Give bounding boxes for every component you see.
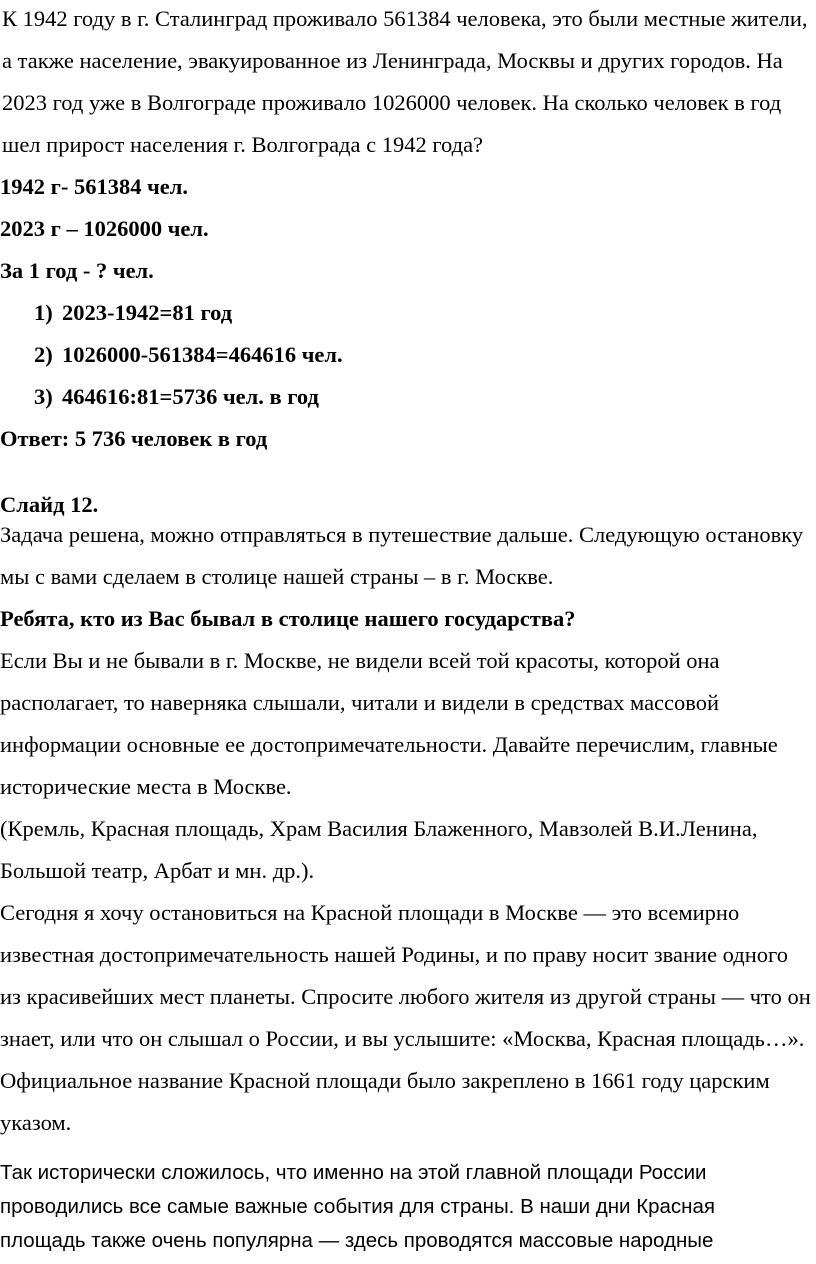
solution-step-3	[0, 376, 812, 418]
paragraph-4: Так исторически сложилось, что именно на этой главной площади России проводились все самые важные события для страны. В наши дни Красная площадь также очень популярна — здесь проводятся массовые народные	[0, 1161, 716, 1252]
step-text: 464616:81=5736 чел. в год	[62, 384, 319, 409]
solution-step-2	[0, 334, 812, 376]
paragraph-2: (Кремль, Красная площадь, Храм Василия Блаженного, Мавзолей В.И.Ленина, Большой театр, Арбат и мн. др.).	[0, 816, 758, 883]
step-number: 3)	[34, 384, 53, 409]
paragraph-3: Сегодня я хочу остановиться на Красной площади в Москве — это всемирно известная достопримечательность нашей Родины, и по праву носит звание одного из красивейших мест планеты. Спросите любого жителя из другой страны — что он знает, или что он слышал о России, и вы услышите: «Москва, Красная площадь…». Официальное название Красной площади было закреплено в 1661 году царским указом.	[0, 900, 811, 1135]
spacer	[0, 460, 812, 490]
solution-steps	[0, 292, 812, 418]
problem-text: К 1942 году в г. Сталинград проживало 561384 человека, это были местные жители, а также население, эвакуированное из Ленинграда, Москвы и других городов. На 2023 год уже в Волгограде проживало 1026000 человек. На сколько человек в год шел прирост населения г. Волгограда с 1942 года?	[2, 6, 808, 157]
slide-heading: Слайд 12.	[0, 492, 99, 517]
given-line-2: 2023 г – 1026000 чел.	[0, 216, 209, 241]
paragraph-1: Если Вы и не бывали в г. Москве, не видели всей той красоты, которой она располагает, то наверняка слышали, читали и видели в средствах массовой информации основные ее достопримечательности. Давайте перечислим, главные исторические места в Москве.	[0, 648, 778, 799]
step-text: 1026000-561384=464616 чел.	[62, 342, 343, 367]
answer-line: Ответ: 5 736 человек в год	[0, 426, 268, 451]
step-text: 2023-1942=81 год	[62, 300, 233, 325]
slide-question: Ребята, кто из Вас бывал в столице нашего государства?	[0, 606, 576, 631]
step-number: 2)	[34, 342, 53, 367]
slide-intro: Задача решена, можно отправляться в путешествие дальше. Следующую остановку мы с вами сделаем в столице нашей страны – в г. Москве.	[0, 522, 804, 589]
step-number: 1)	[34, 300, 53, 325]
given-line-1: 1942 г- 561384 чел.	[0, 174, 189, 199]
given-line-3: За 1 год - ? чел.	[0, 258, 154, 283]
solution-step-1	[0, 292, 812, 334]
